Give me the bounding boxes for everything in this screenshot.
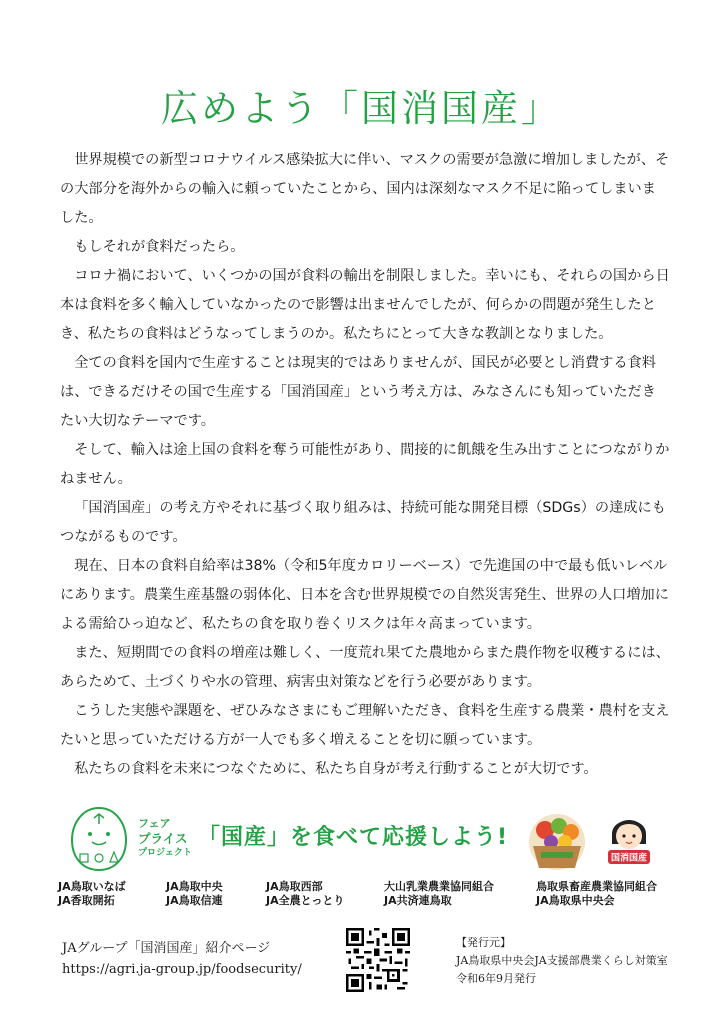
organization-name: JA鳥取中央 [166, 880, 223, 893]
paragraph: 私たちの食料を未来につなぐために、私たち自身が考え行動することが大切です。 [74, 761, 598, 777]
body-text [60, 146, 670, 784]
paragraph: 「国消国産」の考え方やそれに基づく取り組みは、持続可能な開発目標（SDGs）の達成にもつながるものです。 [60, 500, 666, 545]
publish-date: 令和6年9月発行 [456, 972, 536, 985]
organization-name: JA鳥取信連 [166, 894, 223, 907]
organization-item [536, 880, 657, 908]
organization-list [58, 880, 678, 910]
campaign-banner [62, 806, 662, 876]
publisher-heading: 【発行元】 [456, 936, 511, 949]
organization-name: JA共済連鳥取 [384, 894, 452, 907]
fair-price-project-label [138, 816, 192, 861]
paragraph: 現在、日本の食料自給率は38%（令和5年度カロリーベース）で先進国の中で最も低いレベルにあります。農業生産基盤の弱体化、日本を含む世界規模での自然災害発生、世界の人口増加による需給ひっ迫など、私たちの食を取り巻くリスクは年々高まっています。 [60, 558, 669, 632]
organization-item [266, 880, 344, 908]
organization-name: JA香取開拓 [58, 894, 115, 907]
paragraph: コロナ禍において、いくつかの国が食料の輸出を制限しました。幸いにも、それらの国から日本は食料を多く輸入していなかったので影響は出ませんでしたが、何らかの問題が発生したとき、私たちの食料はどうなってしまうのか。私たちにとって大きな教訓となりました。 [60, 268, 670, 342]
paragraph: もしそれが食料だったら。 [74, 239, 245, 255]
fair-line-3: プロジェクト [138, 848, 192, 858]
vegetable-basket-icon [527, 808, 587, 872]
publisher-name: JA鳥取県中央会JA支援部農業くらし対策室 [456, 954, 668, 967]
publisher-info [456, 934, 668, 988]
organization-name: JA鳥取県中央会 [536, 894, 615, 907]
paragraph: 世界規模での新型コロナウイルス感染拡大に伴い、マスクの需要が急激に増加しましたが、その大部分を海外からの輸入に頼っていたことから、国内は深刻なマスク不足に陥ってしまいました。 [60, 152, 670, 226]
mascot-sign-label: 国消国産 [610, 853, 648, 864]
qr-code-icon[interactable] [346, 928, 410, 992]
slogan: 「国産」を食べて応援しよう! [198, 825, 509, 850]
organization-name: 鳥取県畜産農業協同組合 [536, 880, 657, 893]
paragraph: 全ての食料を国内で生産することは現実的ではありませんが、国民が必要とし消費する食料は、できるだけその国で生産する「国消国産」という考え方は、みなさんにも知っていただきたい大切なテーマです。 [60, 355, 656, 429]
organization-name: JA全農とっとり [266, 894, 345, 907]
intro-page-url[interactable]: https://agri.ja-group.jp/foodsecurity/ [62, 962, 302, 977]
paragraph: そして、輸入は途上国の食料を奪う可能性があり、間接的に飢餓を生み出すことにつながりかねません。 [60, 442, 670, 487]
intro-page-label: JAグループ「国消国産」紹介ページ [62, 941, 271, 956]
organization-name: JA鳥取いなば [58, 880, 126, 893]
fair-line-2: プライス [138, 831, 188, 846]
paragraph: また、短期間での食料の増産は難しく、一度荒れ果てた農地からまた農作物を収穫するには、あらためて、土づくりや水の管理、病害虫対策などを行う必要があります。 [60, 645, 670, 690]
organization-item [166, 880, 223, 908]
page-title: 広めよう「国消国産」 [161, 87, 561, 130]
organization-name: JA鳥取西部 [266, 880, 323, 893]
footer-link-section [62, 938, 302, 980]
organization-item [58, 880, 126, 908]
mascot-icon [600, 808, 658, 874]
paragraph: こうした実態や課題を、ぜひみなさまにもご理解いただき、食料を生産する農業・農村を支えたいと思っていただける方が一人でも多く増えることを切に願っています。 [60, 703, 670, 748]
organization-item [384, 880, 494, 908]
organization-name: 大山乳業農業協同組合 [384, 880, 494, 893]
fair-price-badge-icon [70, 806, 128, 872]
fair-line-1: フェア [138, 817, 171, 830]
